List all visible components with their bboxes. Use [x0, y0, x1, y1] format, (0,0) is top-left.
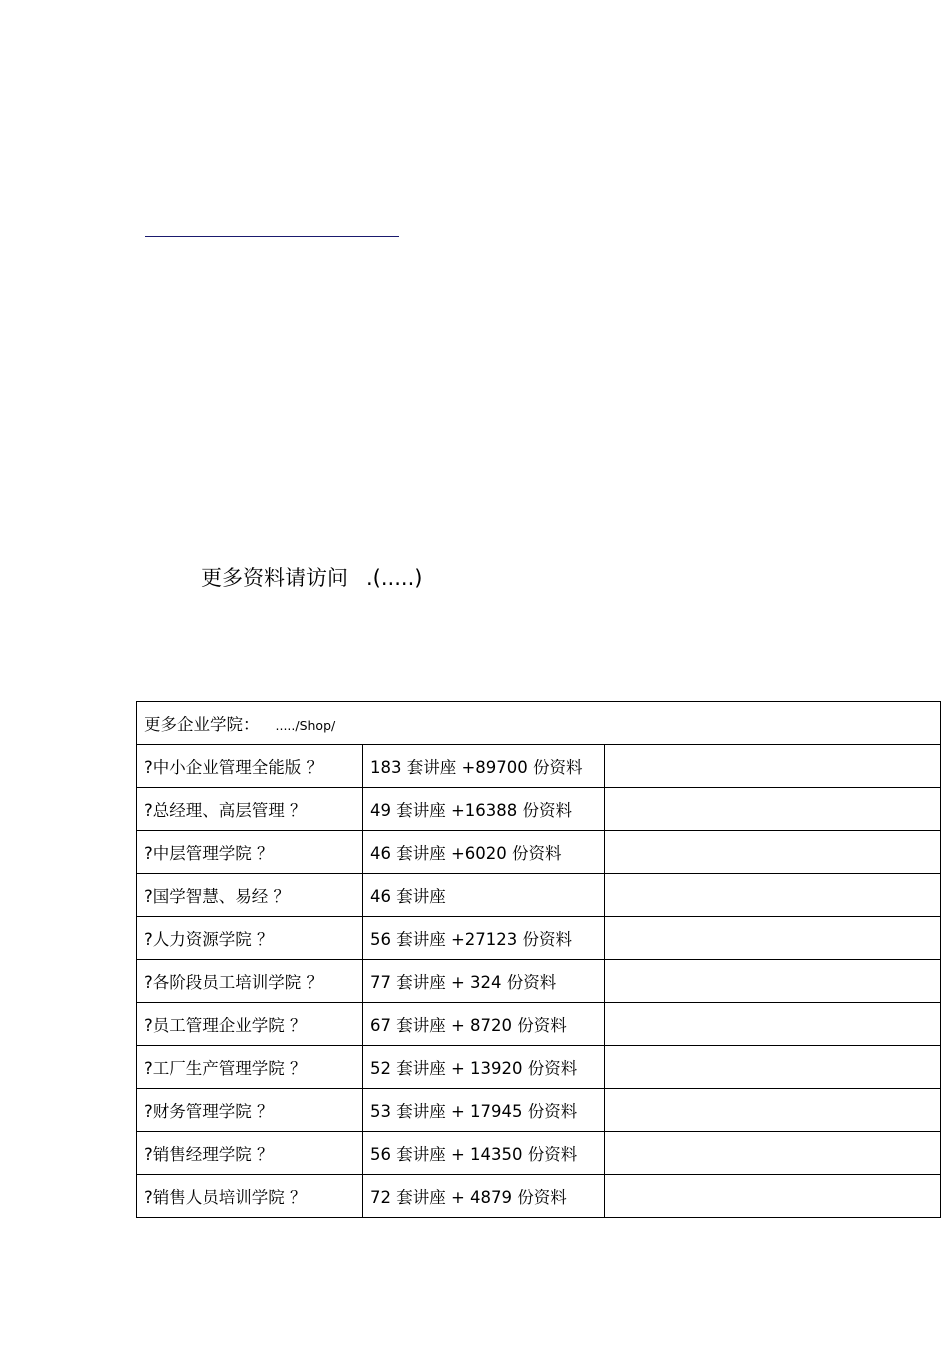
- course-name-cell[interactable]: ?销售人员培训学院 ？: [137, 1175, 363, 1218]
- visit-label: 更多资料请访问: [201, 566, 348, 590]
- course-count-cell: 49 套讲座 +16388 份资料: [363, 788, 605, 831]
- table-header-row: [137, 702, 941, 745]
- course-extra-cell: [605, 745, 941, 788]
- course-name-cell[interactable]: ?中小企业管理全能版 ？: [137, 745, 363, 788]
- course-name-cell[interactable]: ?工厂生产管理学院 ？: [137, 1046, 363, 1089]
- header-label: 更多企业学院：: [144, 715, 260, 734]
- course-count-cell: 183 套讲座 +89700 份资料: [363, 745, 605, 788]
- course-extra-cell: [605, 1003, 941, 1046]
- visit-link[interactable]: .(.....): [366, 566, 423, 590]
- course-name-cell[interactable]: ?人力资源学院 ？: [137, 917, 363, 960]
- table-row: [137, 960, 941, 1003]
- course-extra-cell: [605, 1175, 941, 1218]
- table-header-cell: [137, 702, 941, 745]
- course-extra-cell: [605, 1089, 941, 1132]
- course-count-cell: 56 套讲座 + 14350 份资料: [363, 1132, 605, 1175]
- horizontal-rule: [145, 236, 399, 237]
- table-row: [137, 1132, 941, 1175]
- course-count-cell: 72 套讲座 + 4879 份资料: [363, 1175, 605, 1218]
- table-row: [137, 1175, 941, 1218]
- table-row: [137, 874, 941, 917]
- table-row: [137, 788, 941, 831]
- course-count-cell: 53 套讲座 + 17945 份资料: [363, 1089, 605, 1132]
- course-count-cell: 77 套讲座 + 324 份资料: [363, 960, 605, 1003]
- course-name-cell[interactable]: ?财务管理学院 ？: [137, 1089, 363, 1132]
- visit-line: [201, 564, 422, 592]
- course-table: [136, 701, 941, 1218]
- course-count-cell: 46 套讲座 +6020 份资料: [363, 831, 605, 874]
- course-name-cell[interactable]: ?中层管理学院 ？: [137, 831, 363, 874]
- course-name-cell[interactable]: ?销售经理学院 ？: [137, 1132, 363, 1175]
- course-name-cell[interactable]: ?员工管理企业学院 ？: [137, 1003, 363, 1046]
- course-count-cell: 46 套讲座: [363, 874, 605, 917]
- table-row: [137, 1003, 941, 1046]
- table-row: [137, 1046, 941, 1089]
- course-extra-cell: [605, 917, 941, 960]
- course-count-cell: 52 套讲座 + 13920 份资料: [363, 1046, 605, 1089]
- course-extra-cell: [605, 1132, 941, 1175]
- course-extra-cell: [605, 1046, 941, 1089]
- course-name-cell[interactable]: ?各阶段员工培训学院 ？: [137, 960, 363, 1003]
- course-extra-cell: [605, 788, 941, 831]
- course-extra-cell: [605, 874, 941, 917]
- course-count-cell: 67 套讲座 + 8720 份资料: [363, 1003, 605, 1046]
- course-name-cell[interactable]: ?国学智慧、易经 ？: [137, 874, 363, 917]
- course-extra-cell: [605, 831, 941, 874]
- table-row: [137, 745, 941, 788]
- course-name-cell[interactable]: ?总经理、高层管理 ？: [137, 788, 363, 831]
- table-row: [137, 917, 941, 960]
- header-url-link[interactable]: ...../Shop/: [275, 718, 336, 733]
- course-extra-cell: [605, 960, 941, 1003]
- course-count-cell: 56 套讲座 +27123 份资料: [363, 917, 605, 960]
- table-row: [137, 1089, 941, 1132]
- table-row: [137, 831, 941, 874]
